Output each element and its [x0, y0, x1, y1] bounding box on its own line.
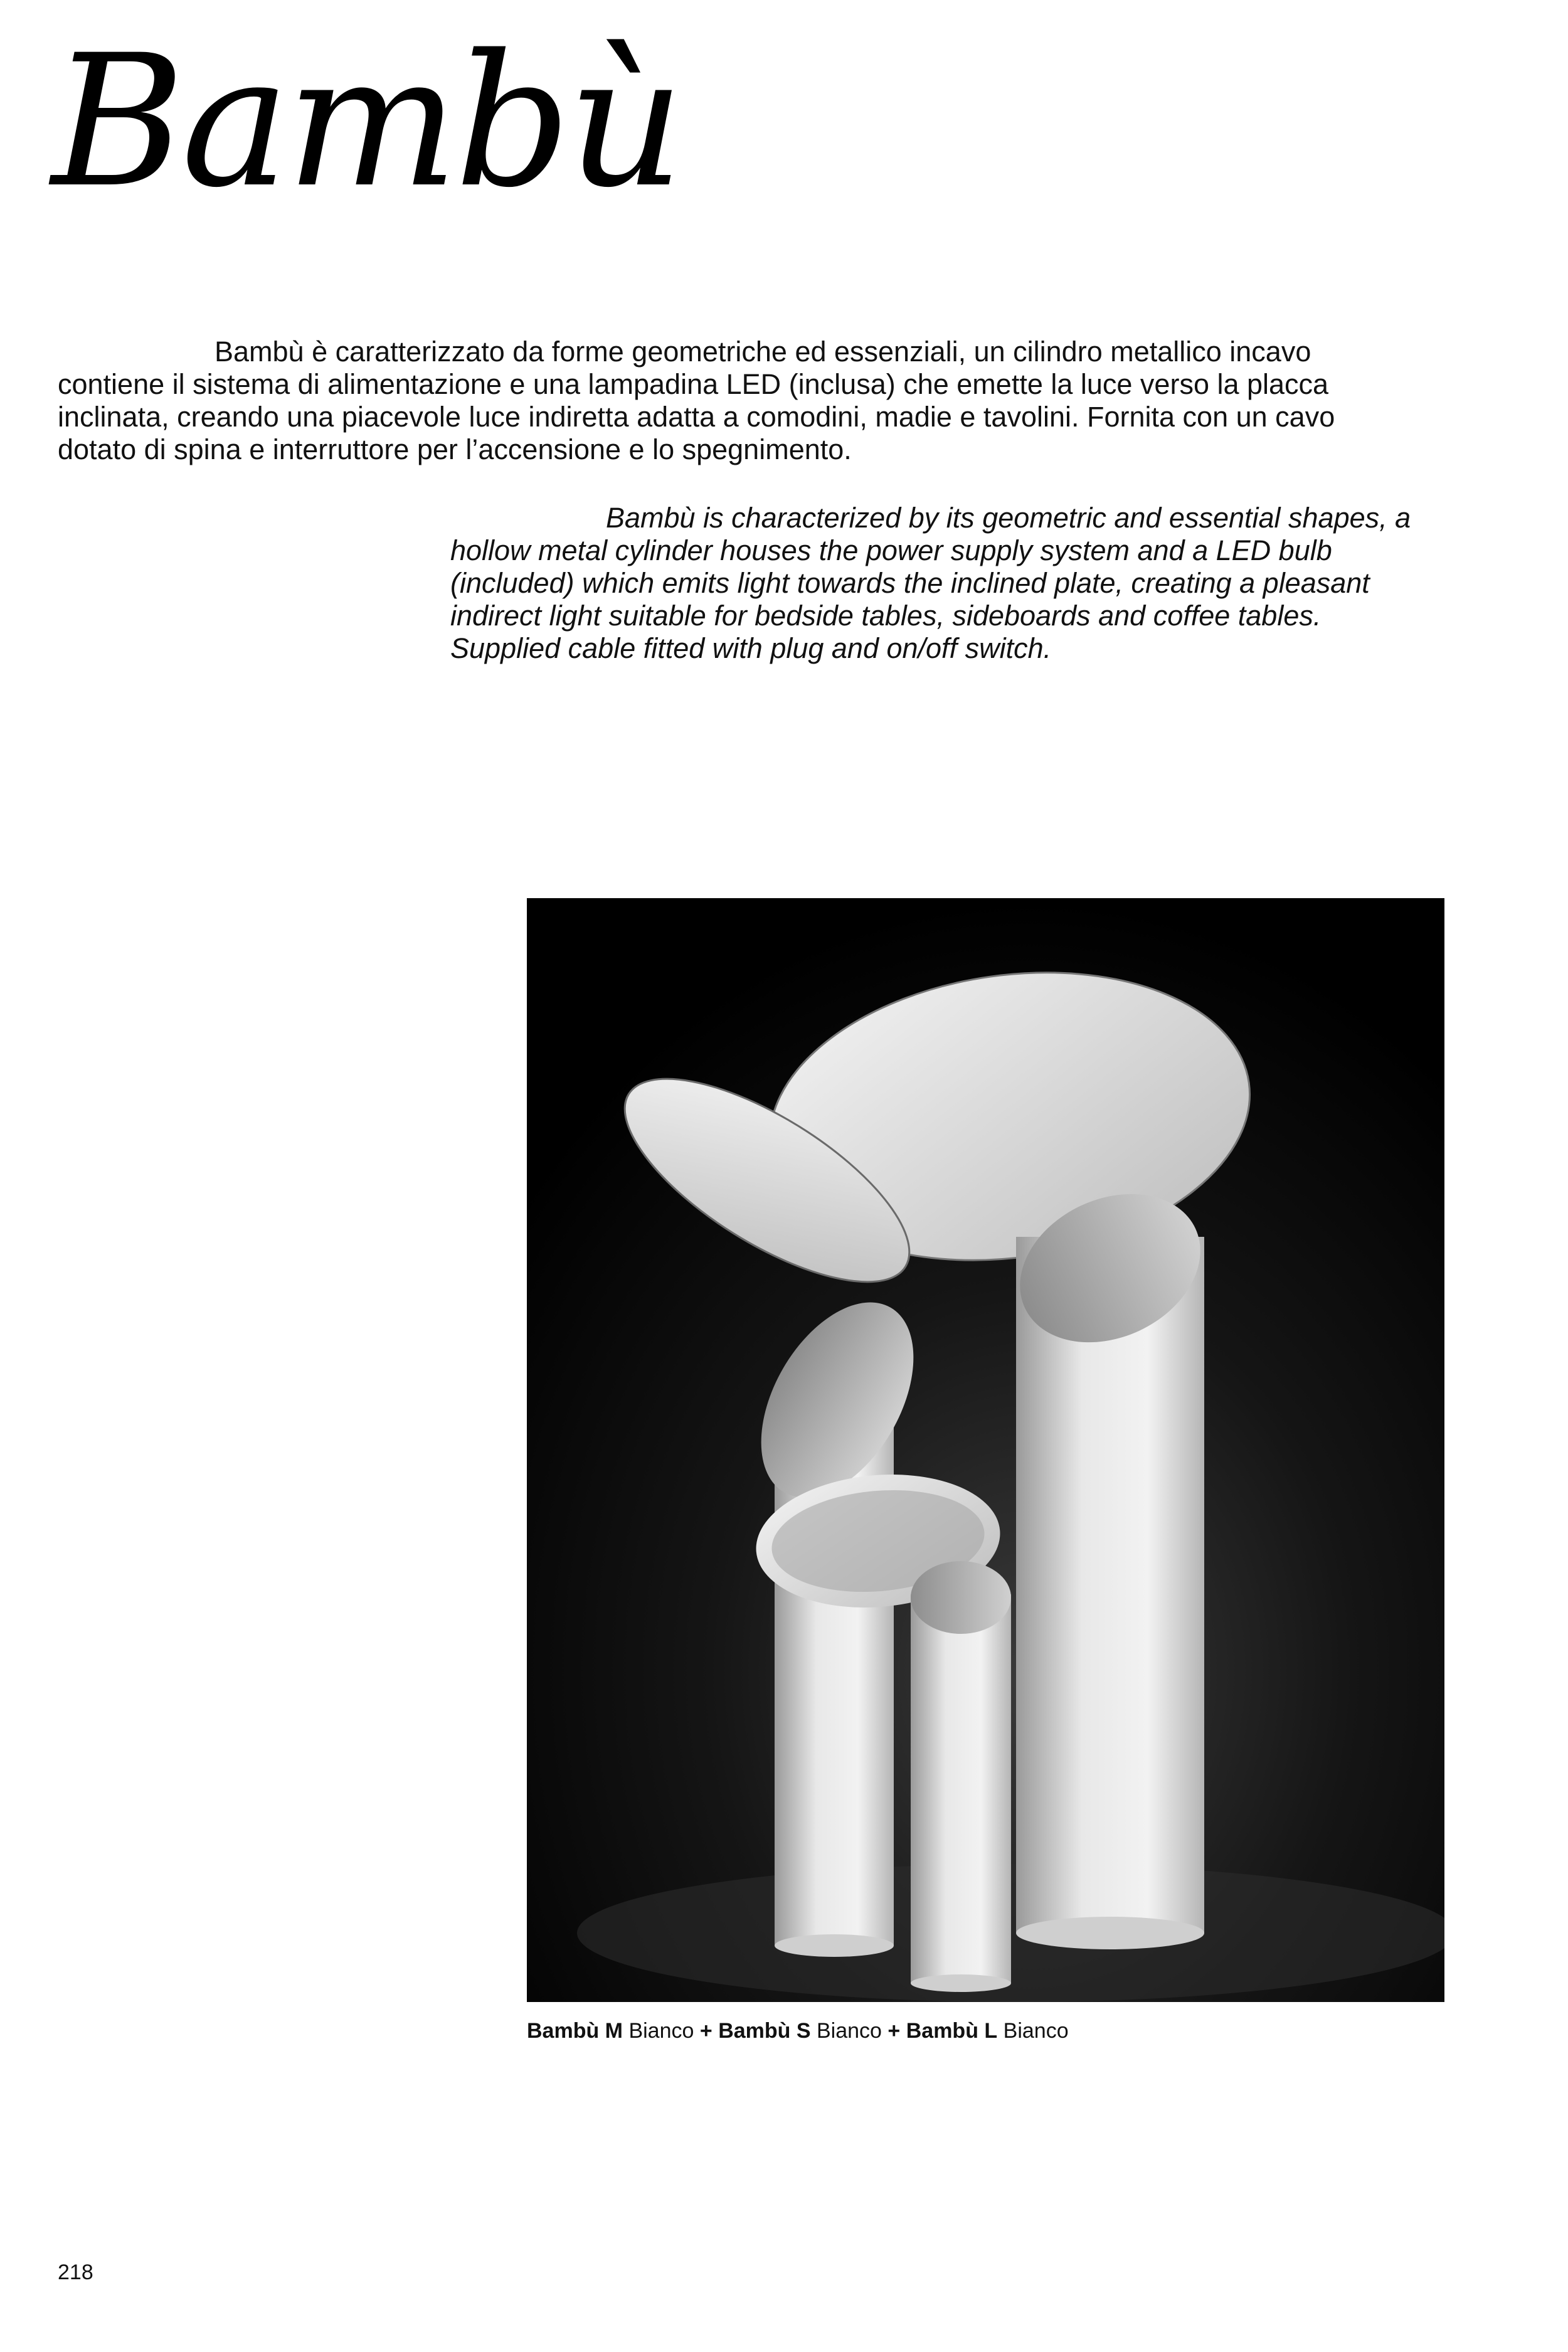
lamp-large-tube [996, 1166, 1225, 1949]
caption-separator-1: + [699, 2019, 712, 2043]
caption-item2-finish: Bianco [817, 2019, 882, 2043]
caption-item3-name: Bambù L [906, 2019, 998, 2043]
photo-caption [527, 2018, 1069, 2043]
product-photo [527, 898, 1444, 2002]
description-italian: Bambù è caratterizzato da forme geometriche ed essenziali, un cilindro metallico incavo contiene il sistema di alimentazione e una lampadina LED (inclusa) che emette la luce verso la placca inclinata, creando una piacevole luce indiretta adatta a comodini, madie e tavolini. Fornita con un cavo dotato di spina e interruttore per l’accensione e lo spegnimento. [58, 336, 1335, 465]
lamp-small-tube [911, 1561, 1011, 1992]
page-number: 218 [58, 2260, 93, 2284]
caption-item3-finish: Bianco [1003, 2019, 1069, 2043]
lamp-illustration [527, 898, 1444, 2002]
caption-item1-finish: Bianco [628, 2019, 694, 2043]
page-title: Bambù [51, 16, 681, 228]
caption-item2-name: Bambù S [718, 2019, 811, 2043]
caption-separator-2: + [887, 2019, 901, 2043]
caption-item1-name: Bambù M [527, 2019, 623, 2043]
description-english: Bambù is characterized by its geometric and essential shapes, a hollow metal cylinder houses the power supply system and a LED bulb (included) which emits light towards the inclined plate, creating a pleasant indirect light suitable for bedside tables, sideboards and coffee tables. Supplied cable fitted with plug and on/off switch. [450, 502, 1411, 664]
